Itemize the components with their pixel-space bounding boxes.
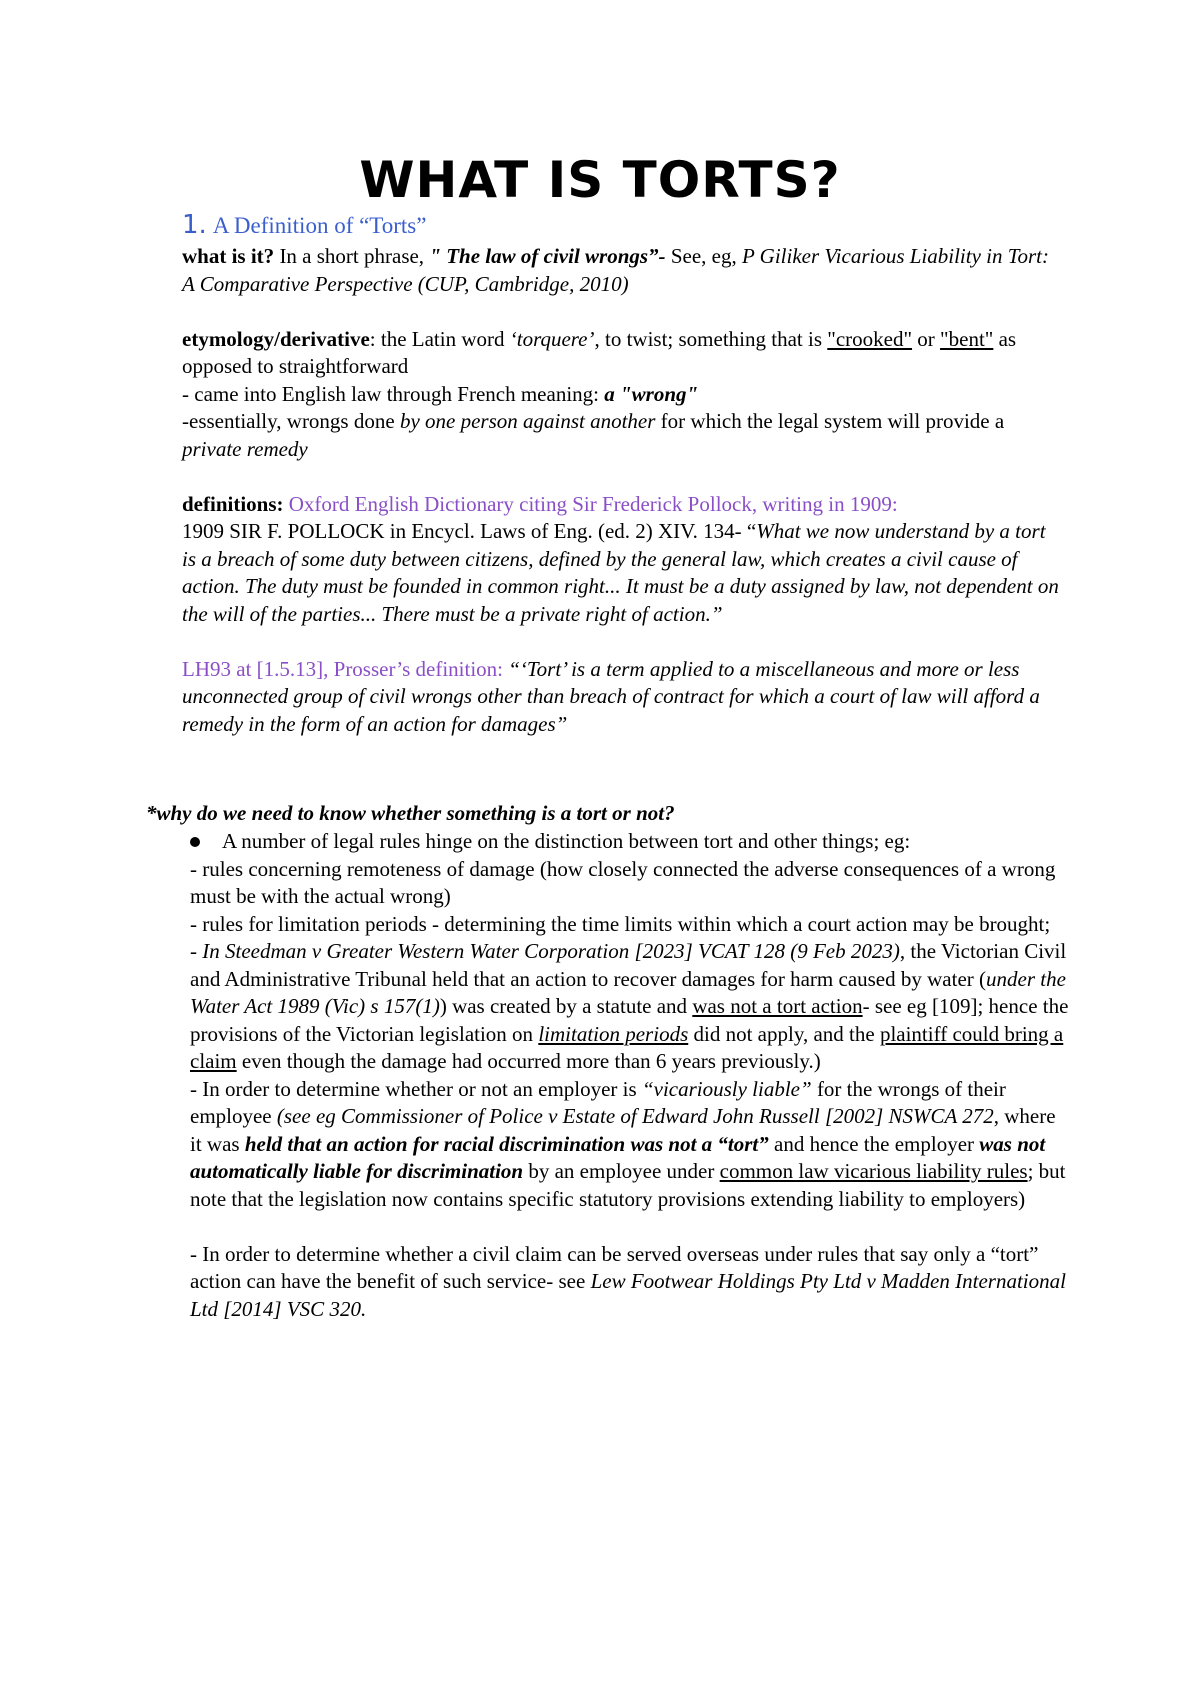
underlined-term: was not a tort action — [692, 994, 863, 1018]
remoteness-item: - rules concerning remoteness of damage (how closely connected the adverse consequences of a wrong must be with the actual wrong) — [190, 856, 1056, 908]
text-run: -essentially, wrongs done — [182, 409, 400, 433]
what-is-it-label: what is it? — [182, 244, 275, 268]
bullet-lead: A number of legal rules hinge on the distinction between tort and other things; eg: — [222, 829, 911, 853]
underlined-term: plaintiff could bring a claim — [190, 1021, 1064, 1073]
emphasis: private remedy — [182, 436, 308, 461]
prosser-quote: “‘Tort’ is a term applied to a miscellaneous and more or less unconnected group of civil wrongs other than breach of contract for which a court of law will afford a remedy in the form of an action for damages” — [182, 656, 1040, 736]
etymology-line-2 — [182, 381, 1062, 409]
bullet-icon — [190, 837, 200, 847]
holding: was not automatically liable for discrimination — [190, 1131, 1046, 1183]
citation: P Giliker Vicarious Liability in Tort: A Comparative Perspective (CUP, Cambridge, 2010) — [182, 244, 1050, 296]
text-run: for which the legal system will provide a — [655, 409, 1005, 433]
underlined-term: "crooked" — [827, 326, 913, 351]
text-run: 1909 SIR F. POLLOCK in Encycl. Laws of Eng. (ed. 2) XIV. 134- “ — [182, 519, 757, 543]
definition-section — [182, 243, 1062, 738]
text-run: - see eg [109]; hence the provisions of the Victorian legislation on — [190, 994, 1069, 1046]
definition-source: Oxford English Dictionary citing Sir Frederick Pollock, writing in 1909: — [283, 491, 898, 516]
definitions-paragraph — [182, 491, 1062, 519]
text-run: as opposed to straightforward — [182, 326, 1017, 378]
text-run: ; but note that the legislation now contains specific statutory provisions extending liability to employers) — [190, 1159, 1066, 1211]
pollock-quote-paragraph — [182, 518, 1062, 628]
section-heading-text: A Definition of “Torts” — [212, 213, 427, 238]
section-number: 1. — [182, 210, 207, 240]
prosser-paragraph — [182, 656, 1062, 739]
text-run: did not apply, and the — [688, 1021, 880, 1046]
why-question: *why do we need to know whether something is a tort or not? — [146, 801, 675, 825]
prosser-source: LH93 at [1.5.13], Prosser’s definition: — [182, 656, 509, 681]
emphasis: by one person against another — [399, 409, 656, 433]
what-is-it-paragraph — [182, 243, 1062, 298]
text-run: See, eg, — [665, 244, 742, 268]
text-run: even though the damage had occurred more than 6 years previously.) — [236, 1049, 821, 1073]
case-citation: Lew Footwear Holdings Pty Ltd v Madden International Ltd [2014] VSC 320. — [190, 1269, 1066, 1321]
statute-citation: under the Water Act 1989 (Vic) s 157(1) — [190, 966, 1066, 1018]
text-run: - came into English law through French meaning: — [182, 381, 605, 406]
text-run: or — [912, 326, 941, 351]
etymology-paragraph — [182, 326, 1062, 381]
overseas-item — [190, 1241, 1070, 1324]
vicarious-item — [190, 1076, 1070, 1214]
text-run: : the Latin word — [369, 326, 510, 351]
latin-word: ‘torquere’ — [509, 326, 595, 351]
steedman-item — [190, 938, 1070, 1076]
emphasis: “vicariously liable” — [641, 1076, 812, 1101]
short-phrase: " The law of civil wrongs”- — [429, 244, 666, 268]
case-citation: - In Steedman v Greater Western Water Corporation [2023] VCAT 128 (9 Feb 2023) — [190, 939, 900, 963]
text-run: for the wrongs of their employee — [190, 1076, 1006, 1128]
etymology-line-3 — [182, 408, 1062, 463]
text-run: and hence the employer — [768, 1131, 980, 1156]
emphasis: a "wrong" — [604, 381, 699, 406]
etymology-label: etymology/derivative — [182, 326, 370, 351]
holding: held that an action for racial discrimination was not a “tort” — [244, 1131, 769, 1156]
text-run: , the Victorian Civil and Administrative Tribunal held that an action to recover damages for harm caused by water ( — [190, 939, 1067, 991]
underlined-term: "bent" — [940, 326, 994, 351]
underlined-term: common law vicarious liability rules — [719, 1159, 1028, 1183]
bullet-item — [190, 828, 1070, 856]
text-run: - In order to determine whether a civil claim can be served overseas under rules that say only a “tort” action can have the benefit of such service- see — [190, 1241, 1039, 1293]
case-citation: (see eg Commissioner of Police v Estate of Edward John Russell [2002] NSWCA 272 — [276, 1104, 994, 1128]
text-run: by an employee under — [523, 1159, 720, 1183]
underlined-term: limitation periods — [538, 1021, 689, 1046]
text-run: ) was created by a statute and — [439, 994, 693, 1018]
pollock-quote: What we now understand by a tort is a breach of some duty between citizens, defined by the general law, which creates a civil cause of action. The duty must be founded in common right... It must be a duty assigned by law, not dependent on the will of the parties... There must be a private right of action.” — [182, 519, 1059, 626]
text-run: , where it was — [190, 1104, 1056, 1156]
limitation-item: - rules for limitation periods - determining the time limits within which a court action may be brought; — [190, 911, 1051, 936]
page-title: WHAT IS TORTS? — [359, 151, 841, 209]
bullet-section — [190, 828, 1070, 1323]
text-run: , to twist; something that is — [594, 326, 828, 351]
definitions-label: definitions: — [182, 491, 284, 516]
text-run: In a short phrase, — [274, 244, 430, 268]
text-run: - In order to determine whether or not an employer is — [190, 1076, 642, 1101]
section-heading — [182, 210, 426, 241]
